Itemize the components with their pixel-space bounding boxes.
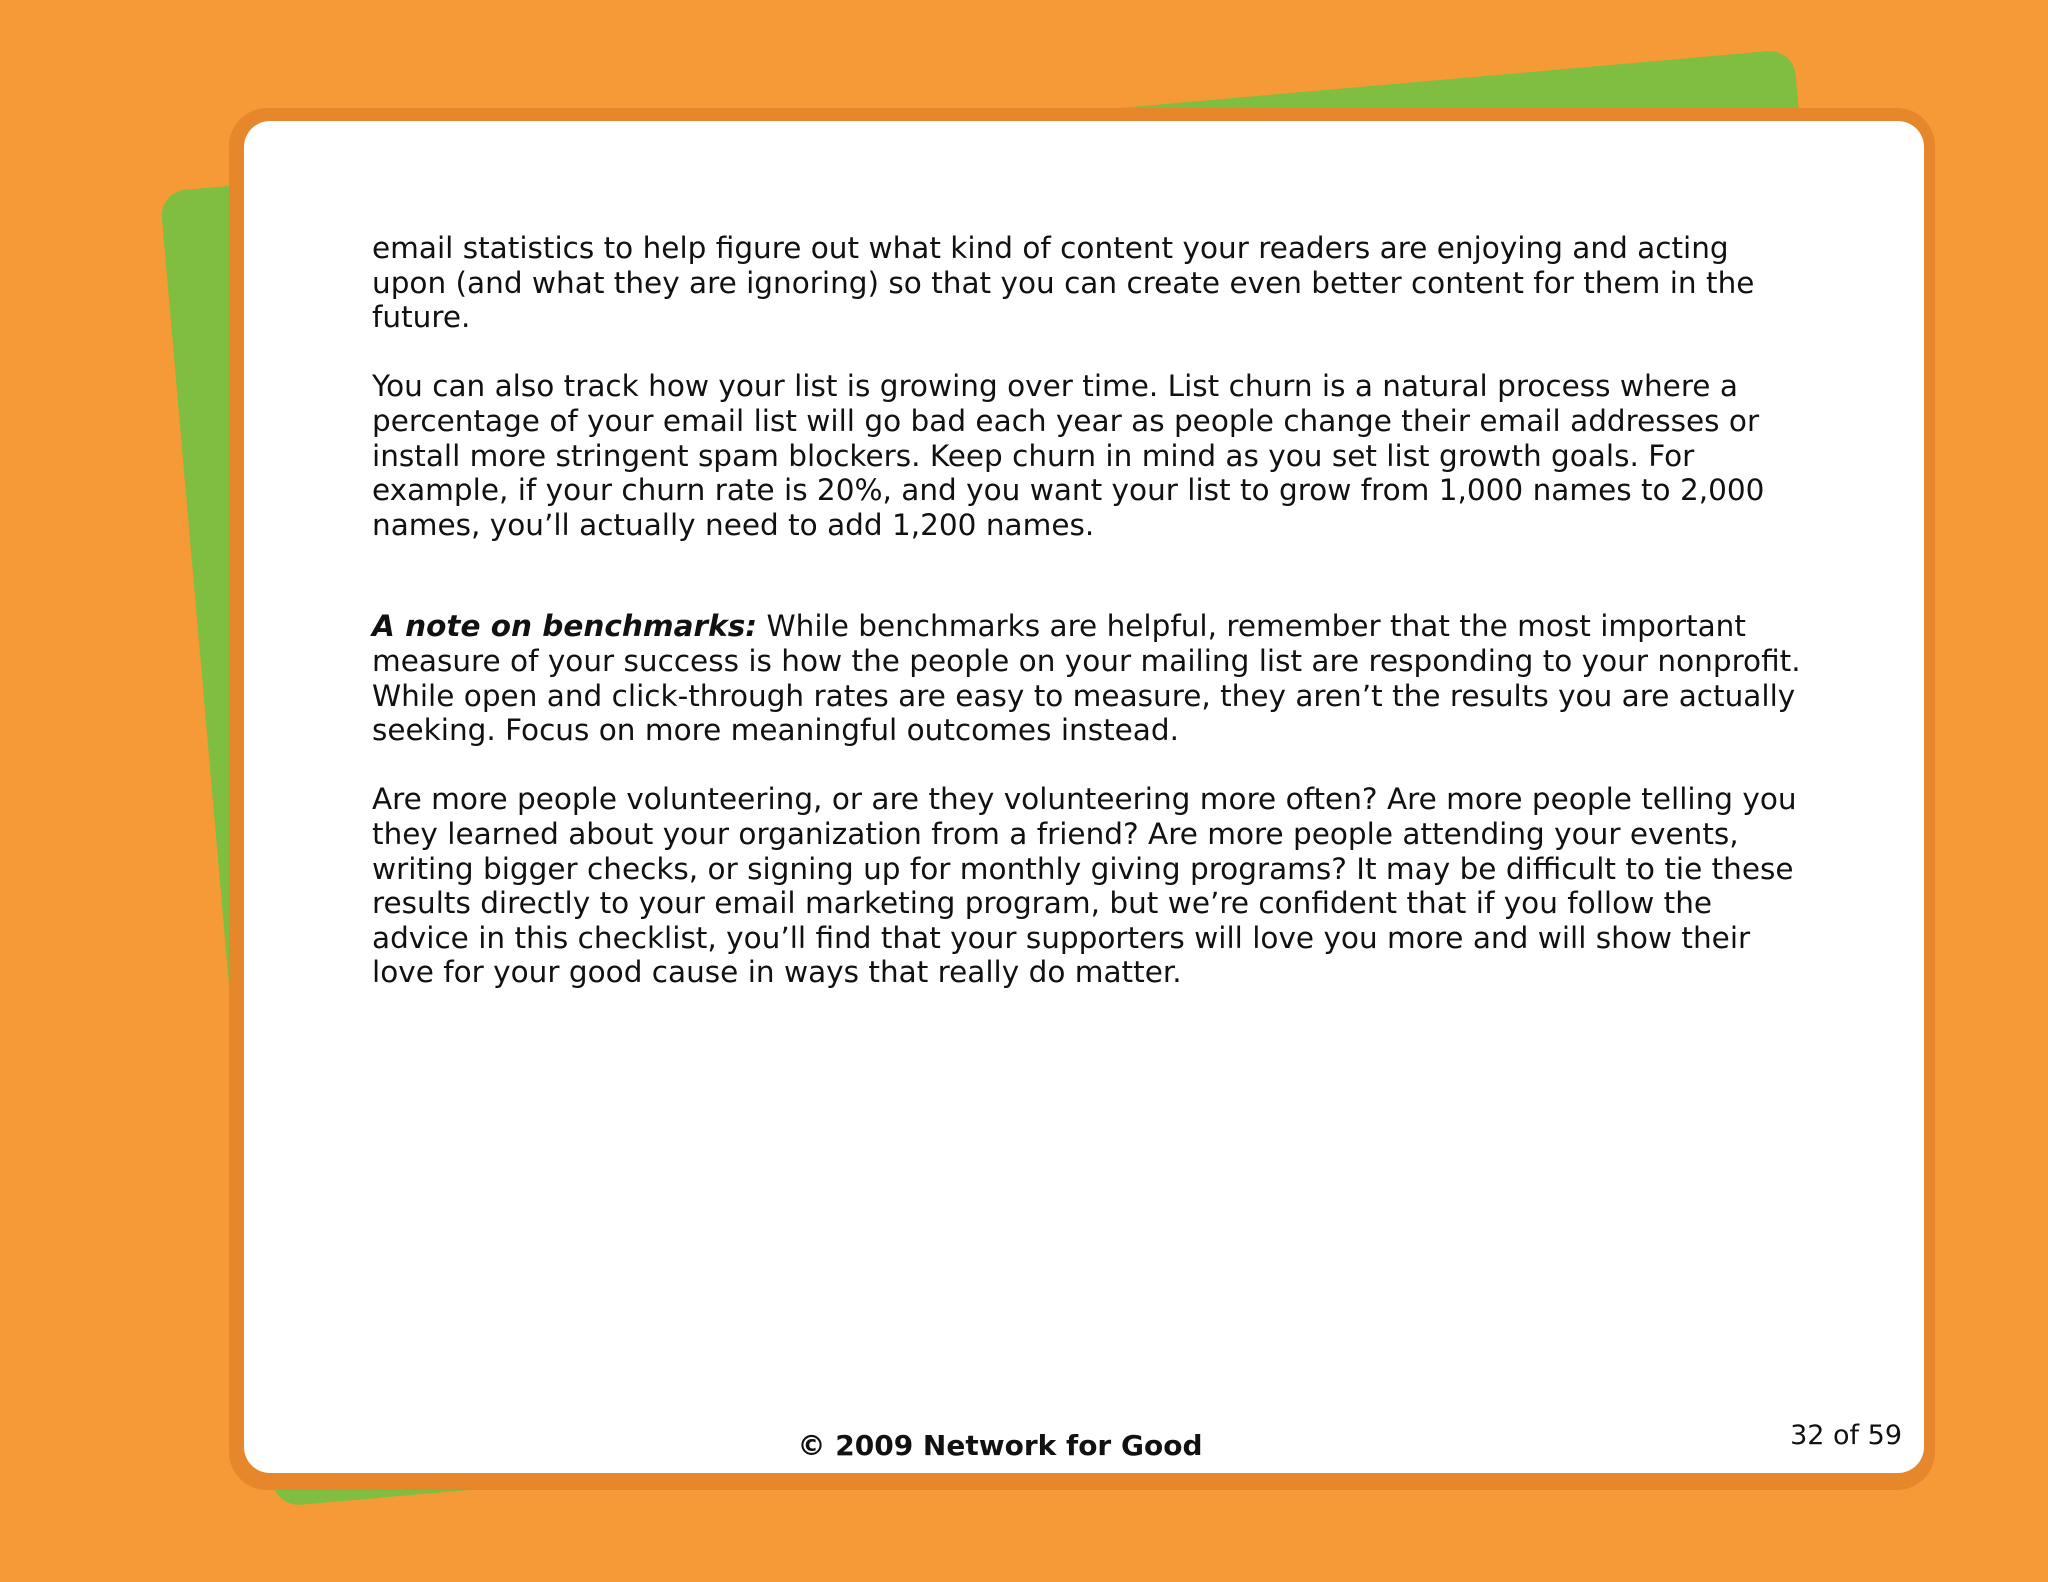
page-number: 32 of 59 xyxy=(1790,1420,1902,1451)
footer-copyright: © 2009 Network for Good xyxy=(797,1429,1203,1462)
benchmarks-note-text: While benchmarks are helpful, remember that the most important measure of your success is how the people on your mailing list are responding to your nonprofit. While open and click-through rates are easy to measure, they aren’t the results you are actually seeking. Focus on more meaningful outcomes instead. xyxy=(372,609,1801,748)
paragraph-email-statistics: email statistics to help figure out what kind of content your readers are enjoying and acting upon (and what they are ignoring) so that you can create even better content for them in the future. xyxy=(372,231,1755,335)
page-content xyxy=(372,231,1812,990)
benchmarks-note-label: A note on benchmarks: xyxy=(372,609,758,644)
paragraph-list-churn: You can also track how your list is growing over time. List churn is a natural process where a percentage of your email list will go bad each year as people change their email addresses or install more stringent spam blockers. Keep churn in mind as you set list growth goals. For example, if your churn rate is 20%, and you want your list to grow from 1,000 names to 2,000 names, you’ll actually need to add 1,200 names. xyxy=(372,369,1765,542)
paragraph-meaningful-outcomes: Are more people volunteering, or are they volunteering more often? Are more people telling you they learned about your organization from a friend? Are more people attending your events, writing bigger checks, or signing up for monthly giving programs? It may be difficult to tie these results directly to your email marketing program, but we’re confident that if you follow the advice in this checklist, you’ll find that your supporters will love you more and will show their love for your good cause in ways that really do matter. xyxy=(372,782,1797,990)
paragraph-benchmarks-note xyxy=(372,609,1812,747)
page-card xyxy=(244,121,1924,1473)
